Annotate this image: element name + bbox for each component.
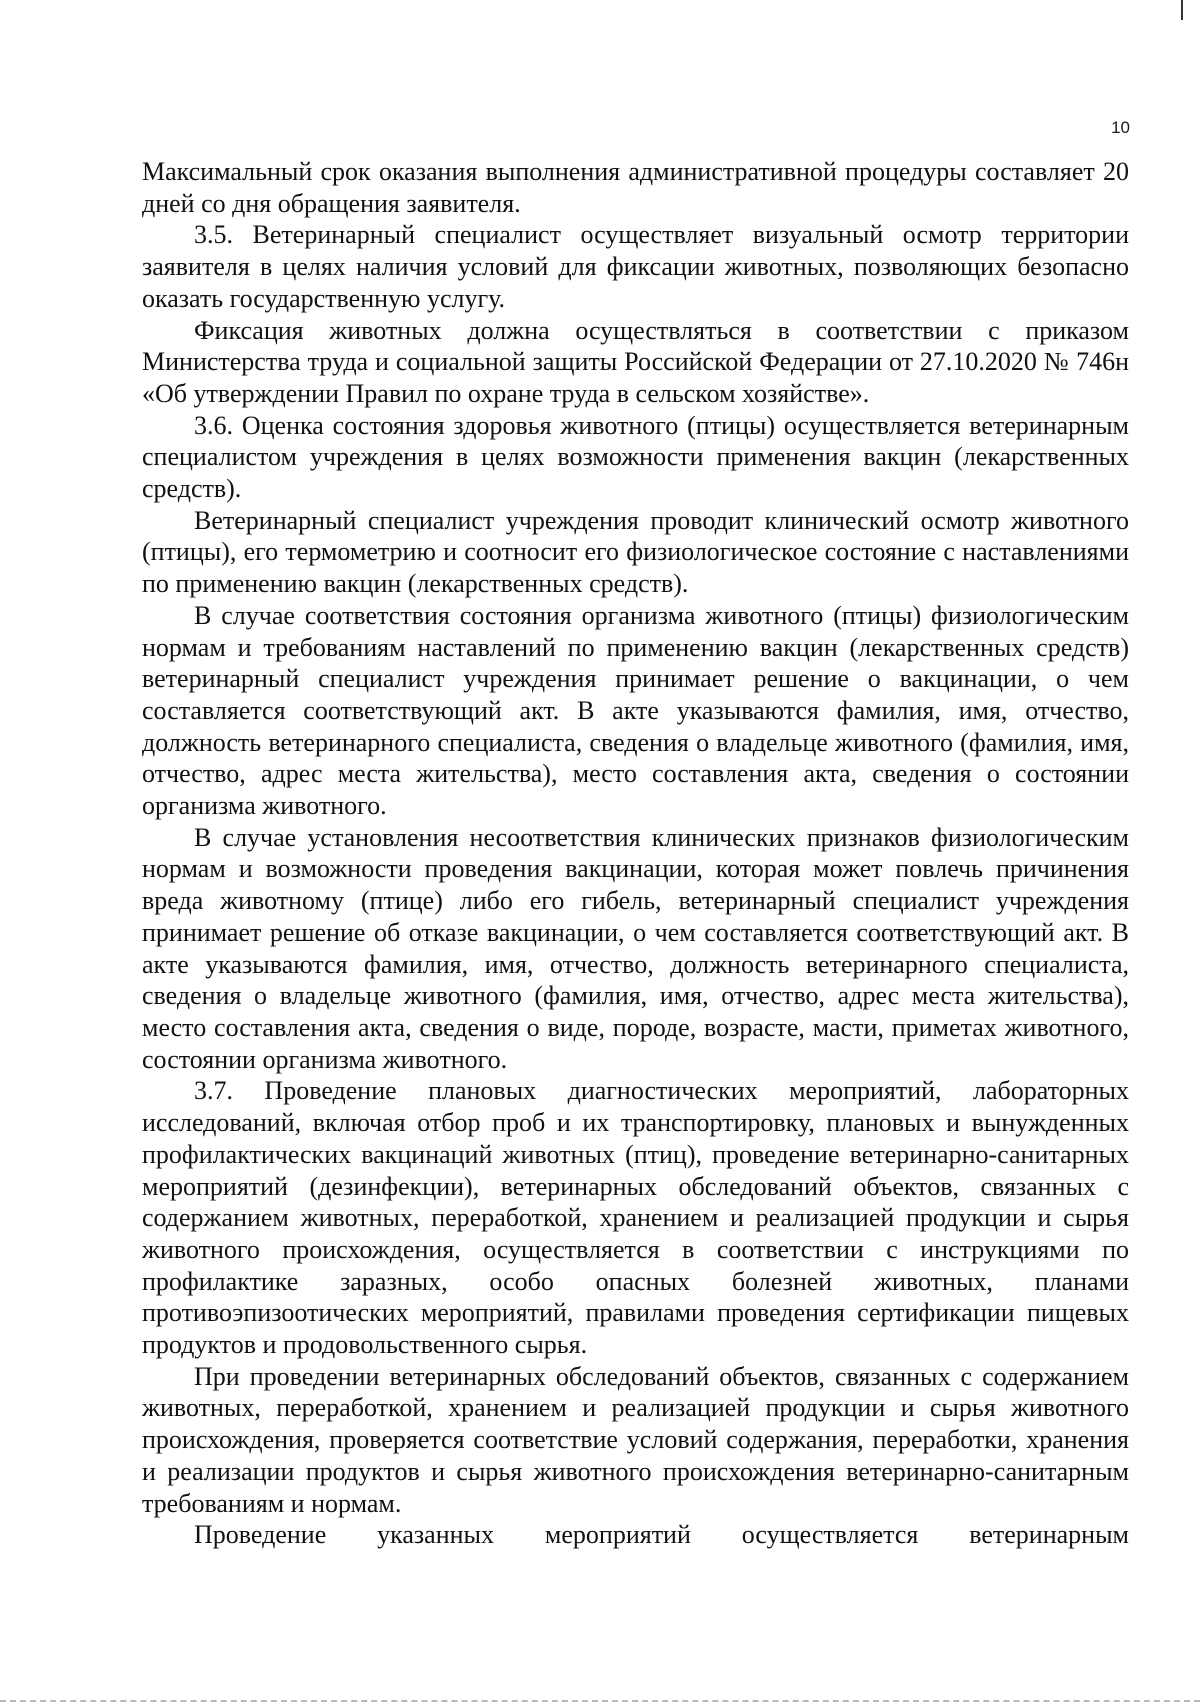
paragraph: 3.6. Оценка состояния здоровья животного (птицы) осуществляется ветеринарным специалистом учреждения в целях возможности применения вакцин (лекарственных средств).	[142, 410, 1129, 504]
paragraph: Максимальный срок оказания выполнения административной процедуры составляет 20 дней со дня обращения заявителя.	[142, 157, 1129, 218]
paragraph-continued: Проведение указанных мероприятий осуществляется ветеринарным	[194, 1520, 1129, 1550]
paragraph: В случае соответствия состояния организма животного (птицы) физиологическим нормам и требованиям наставлений по применению вакцин (лекарственных средств) ветеринарный специалист учреждения принимает решение о вакцинации, о чем составляется соответствующий акт. В акте указываются фамилия, имя, отчество, должность ветеринарного специалиста, сведения о владельце животного (фамилия, имя, отчество, адрес места жительства), место составления акта, сведения о состоянии организма животного.	[142, 600, 1129, 821]
paragraph: Фиксация животных должна осуществляться в соответствии с приказом Министерства труда и социальной защиты Российской Федерации от 27.10.2020 № 746н «Об утверждении Правил по охране труда в сельском хозяйстве».	[142, 315, 1129, 408]
paragraph: 3.5. Ветеринарный специалист осуществляет визуальный осмотр территории заявителя в целях наличия условий для фиксации животных, позволяющих безопасно оказать государственную услугу.	[142, 220, 1129, 313]
page-number: 10	[1111, 118, 1130, 137]
paragraph: В случае установления несоответствия клинических признаков физиологическим нормам и возможности проведения вакцинации, которая может повлечь причинения вреда животному (птице) либо его гибель, ветеринарный специалист учреждения принимает решение об отказе вакцинации, о чем составляется соответствующий акт. В акте указываются фамилия, имя, отчество, должность ветеринарного специалиста, сведения о владельце животного (фамилия, имя, отчество, адрес места жительства), место составления акта, сведения о виде, породе, возрасте, масти, приметах животного, состоянии организма животного.	[142, 822, 1129, 1074]
scan-bottom-edge	[0, 1700, 1200, 1702]
paragraph: Ветеринарный специалист учреждения проводит клинический осмотр животного (птицы), его термометрию и соотносит его физиологическое состояние с наставлениями по применению вакцин (лекарственных средств).	[142, 505, 1129, 599]
document-body	[142, 156, 1129, 1551]
paragraph: При проведении ветеринарных обследований объектов, связанных с содержанием животных, переработкой, хранением и реализацией продукции и сырья животного происхождения, проверяется соответствие условий содержания, переработки, хранения и реализации продуктов и сырья животного происхождения ветеринарно-санитарным требованиям и нормам.	[142, 1361, 1129, 1518]
paragraph: 3.7. Проведение плановых диагностических мероприятий, лабораторных исследований, включая отбор проб и их транспортировку, плановых и вынужденных профилактических вакцинаций животных (птиц), проведение ветеринарно-санитарных мероприятий (дезинфекции), ветеринарных обследований объектов, связанных с содержанием животных, переработкой, хранением и реализацией продукции и сырья животного происхождения, осуществляется в соответствии с инструкциями по профилактике заразных, особо опасных болезней животных, планами противоэпизоотических мероприятий, правилами проведения сертификации пищевых продуктов и продовольственного сырья.	[142, 1076, 1129, 1360]
scan-edge-mark	[1181, 0, 1183, 20]
